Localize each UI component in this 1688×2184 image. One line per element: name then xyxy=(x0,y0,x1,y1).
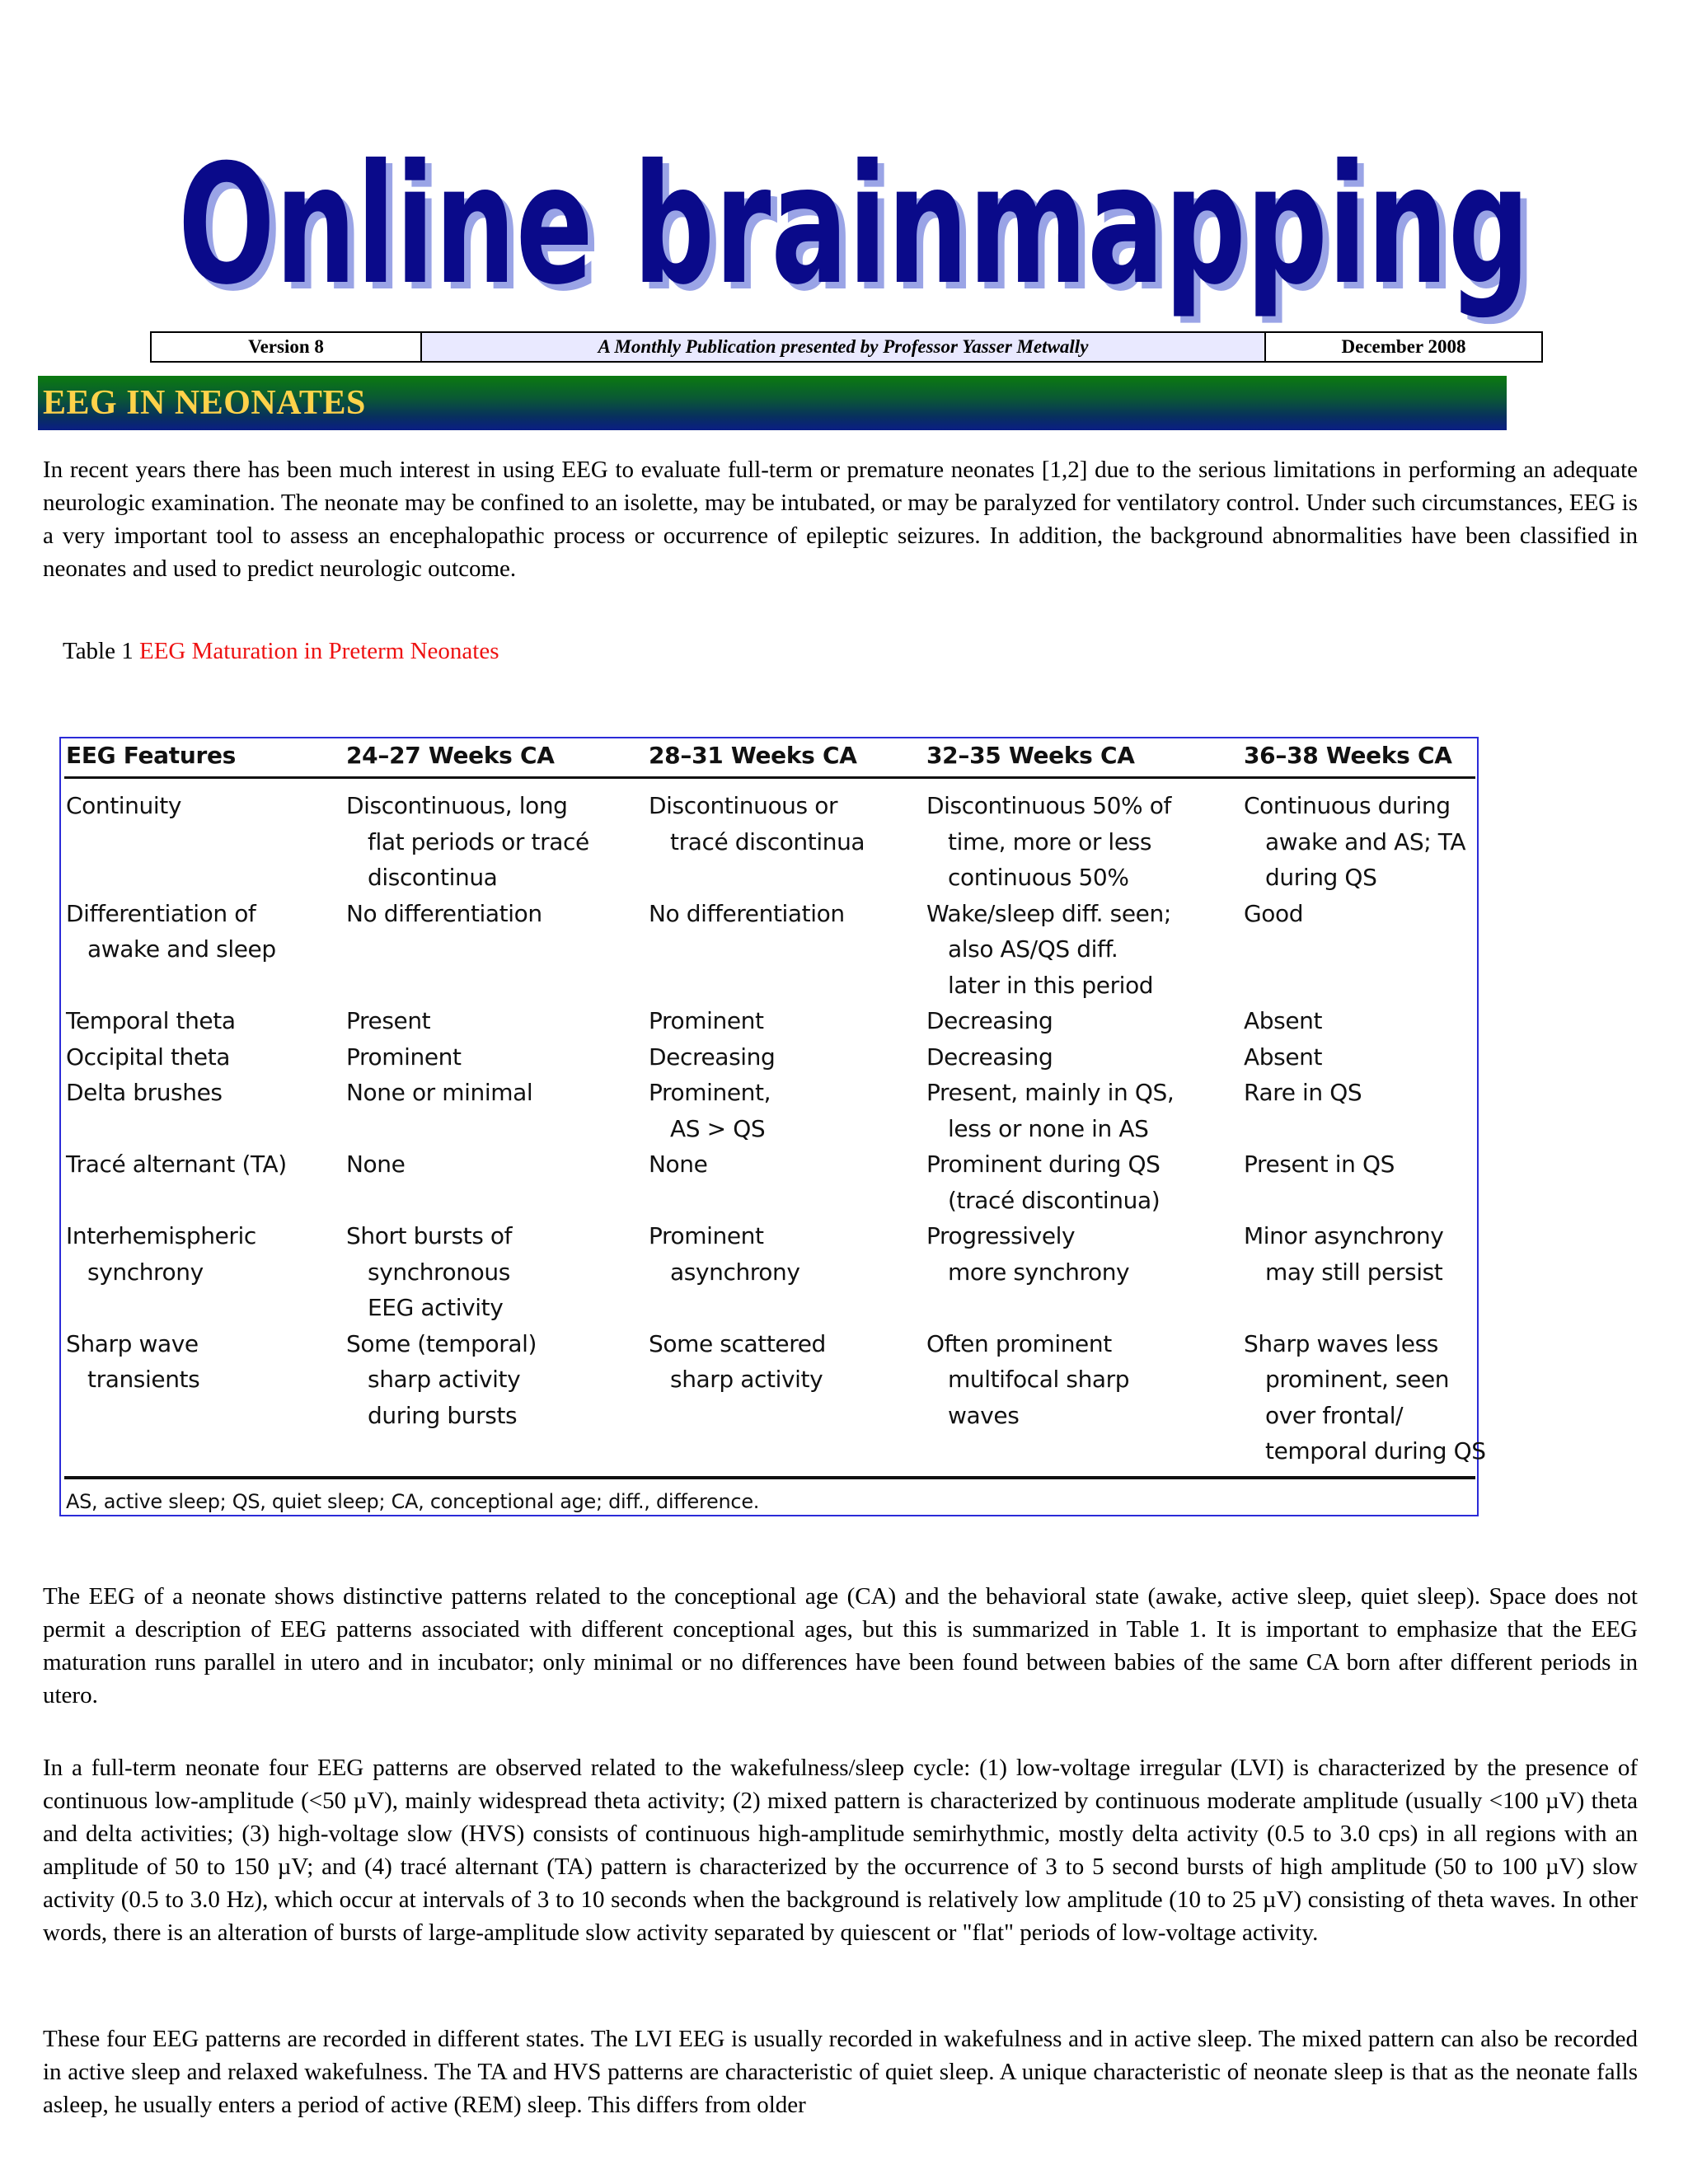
table-cell-line: Sharp waves less xyxy=(1244,1329,1438,1357)
table-cell xyxy=(926,1326,1129,1434)
table-feature-cell xyxy=(66,1326,199,1398)
table-row xyxy=(66,1326,1486,1469)
table-caption-title: EEG Maturation in Preterm Neonates xyxy=(139,638,499,664)
table-feature-cell xyxy=(66,788,181,824)
body-paragraph-2: The EEG of a neonate shows distinctive patterns related to the conceptional age (CA) and the behavioral state (awake, active sleep, quiet sleep). Space does not permit a description of EEG patterns associated with different conceptional ages, but this is summarized in Table 1. It is important to emphasize that the EEG maturation runs parallel in utero and in incubator; only minimal or no differences have been found between babies of the same CA born after different periods in utero. xyxy=(43,1583,1638,1708)
table-cell-line: sharp activity xyxy=(670,1366,823,1393)
table-cell-line: Continuous during xyxy=(1244,792,1451,819)
table-cell-line: Sharp wave xyxy=(66,1329,199,1357)
table-cell-line: transients xyxy=(87,1366,200,1393)
table-header-cell: 32–35 Weeks CA xyxy=(926,742,1135,769)
table-cell xyxy=(1244,1326,1486,1469)
table-feature-cell xyxy=(66,1146,287,1183)
table-cell-line: Prominent xyxy=(649,1007,764,1034)
table-cell xyxy=(346,1146,405,1183)
table-row xyxy=(66,896,1467,1004)
table-cell-line: AS > QS xyxy=(670,1114,766,1142)
table-cell xyxy=(346,1039,462,1076)
table-cell-line: Present xyxy=(346,1007,431,1034)
table-cell-line: Discontinuous, long xyxy=(346,792,568,819)
table-feature-cell xyxy=(66,1218,256,1290)
table-cell-line: Absent xyxy=(1244,1043,1323,1071)
body-paragraph-3: In a full-term neonate four EEG patterns are observed related to the wakefulness/sleep cycle: (1) low-voltage irregular (LVI) is characterized by the presence of continuous low-amplitude (<50 µV), mainly widespread theta activity; (2) mixed pattern is characterized by continuous moderate amplitude (usually <100 µV) theta and delta activities; (3) high-voltage slow (HVS) consists of continuous high-amplitude semirhythmic, mostly delta activity (0.5 to 3.0 cps) in all regions with an amplitude of 50 to 150 µV; and (4) tracé alternant (TA) pattern is characterized by the occurrence of 3 to 5 second bursts of high amplitude (50 to 100 µV) slow activity (0.5 to 3.0 Hz), which occur at intervals of 3 to 10 seconds when the background is relatively low amplitude (10 to 25 µV) consisting of theta waves. In other words, there is an alteration of bursts of large-amplitude slow activity separated by quiescent or "flat" periods of low-voltage activity. xyxy=(43,1755,1638,1946)
table-cell-line: No differentiation xyxy=(649,899,845,927)
table-feature-cell xyxy=(66,1075,223,1111)
table-cell xyxy=(649,1039,775,1076)
table-cell-line: synchronous xyxy=(368,1258,510,1286)
table-cell-line: more synchrony xyxy=(948,1258,1130,1286)
table-cell xyxy=(649,1326,826,1398)
table-cell xyxy=(1244,1003,1322,1039)
table-cell-line: time, more or less xyxy=(948,827,1152,855)
table-cell-line: Some scattered xyxy=(649,1329,826,1357)
table-cell-line: waves xyxy=(948,1401,1020,1429)
table-cell-line: EEG activity xyxy=(368,1294,504,1321)
table-cell xyxy=(346,788,589,896)
table-feature-cell xyxy=(66,1039,230,1076)
section-title: EEG IN NEONATES xyxy=(43,384,366,422)
table-cell-line: later in this period xyxy=(948,971,1154,999)
table-cell xyxy=(346,1218,512,1326)
table-cell-line: Delta brushes xyxy=(66,1079,223,1106)
table-cell xyxy=(1244,1218,1443,1290)
table-cell-line: awake and AS; TA xyxy=(1265,827,1466,855)
table-cell-line: over frontal/ xyxy=(1265,1401,1404,1429)
table-cell-line: Present in QS xyxy=(1244,1151,1395,1178)
table-footer-rule xyxy=(64,1476,1475,1479)
table-cell xyxy=(926,1075,1174,1146)
issue-date: December 2008 xyxy=(1266,333,1541,361)
table-cell xyxy=(1244,1146,1395,1183)
table-cell-line: (tracé discontinua) xyxy=(948,1186,1160,1214)
table-cell-line: Decreasing xyxy=(926,1007,1053,1034)
masthead-title: Online brainmapping xyxy=(178,129,1530,321)
table-row xyxy=(66,1039,1467,1076)
table-feature-cell xyxy=(66,1003,236,1039)
table-cell-line: Prominent, xyxy=(649,1079,771,1106)
table-cell-line: Prominent xyxy=(649,1222,764,1249)
table-cell xyxy=(926,1146,1160,1218)
table-cell-line: Temporal theta xyxy=(66,1007,236,1034)
table-cell-line: awake and sleep xyxy=(87,935,276,963)
table-cell-line: sharp activity xyxy=(368,1366,521,1393)
table-cell xyxy=(649,896,845,932)
table-cell-line: multifocal sharp xyxy=(948,1366,1130,1393)
table-cell-line: temporal during QS xyxy=(1265,1437,1486,1465)
table-cell-line: less or none in AS xyxy=(948,1114,1149,1142)
masthead-logo xyxy=(173,91,1541,330)
body-paragraph-4: These four EEG patterns are recorded in different states. The LVI EEG is usually recorded in wakefulness and in active sleep. The mixed pattern can also be recorded in active sleep and relaxed wakefulness. The TA and HVS patterns are characteristic of quiet sleep. A unique characteristic of neonate sleep is that as the neonate falls asleep, he usually enters a period of active (REM) sleep. This differs from older xyxy=(43,2026,1638,2118)
table-header-cell: 36–38 Weeks CA xyxy=(1244,742,1452,769)
table-cell xyxy=(346,1075,532,1111)
table-cell-line: Decreasing xyxy=(649,1043,776,1071)
table-row xyxy=(66,1003,1467,1039)
table-cell xyxy=(346,896,542,932)
publication-label: A Monthly Publication presented by Professor Yasser Metwally xyxy=(422,333,1266,361)
table-caption xyxy=(63,635,499,668)
table-cell-line: asynchrony xyxy=(670,1258,800,1286)
table-cell-line: may still persist xyxy=(1265,1258,1443,1286)
table-header-cell: 24–27 Weeks CA xyxy=(346,742,555,769)
table-cell-line: Often prominent xyxy=(926,1329,1112,1357)
table-cell-line: during bursts xyxy=(368,1401,518,1429)
table-cell-line: Prominent during QS xyxy=(926,1151,1160,1178)
table-cell-line: None xyxy=(649,1151,708,1178)
table-cell-line: Minor asynchrony xyxy=(1244,1222,1444,1249)
table-cell-line: Decreasing xyxy=(926,1043,1053,1071)
table-cell-line: tracé discontinua xyxy=(670,827,865,855)
table-cell xyxy=(926,1039,1053,1076)
table-cell-line: Short bursts of xyxy=(346,1222,513,1249)
table-cell-line: Progressively xyxy=(926,1222,1076,1249)
table-caption-prefix: Table 1 xyxy=(63,638,139,664)
table-cell-line: Absent xyxy=(1244,1007,1323,1034)
table-header-cell: EEG Features xyxy=(66,742,237,769)
table-cell-line: also AS/QS diff. xyxy=(948,935,1118,963)
table-cell xyxy=(649,1075,771,1146)
table-row xyxy=(66,1075,1467,1146)
table-cell-line: prominent, seen xyxy=(1265,1366,1450,1393)
table-header-cell: 28–31 Weeks CA xyxy=(649,742,857,769)
version-label: Version 8 xyxy=(152,333,422,361)
table-cell-line: Present, mainly in QS, xyxy=(926,1079,1175,1106)
table-cell xyxy=(1244,788,1465,896)
section-banner xyxy=(38,376,1507,430)
table-cell xyxy=(649,1003,764,1039)
publication-info-bar xyxy=(150,331,1543,363)
table-cell-line: Some (temporal) xyxy=(346,1329,537,1357)
table-cell-line: during QS xyxy=(1265,864,1377,891)
table-cell-line: Wake/sleep diff. seen; xyxy=(926,899,1171,927)
table-cell-line: None or minimal xyxy=(346,1079,533,1106)
table-cell xyxy=(1244,1075,1362,1111)
table-header-row xyxy=(66,742,1467,775)
table-cell-line: Continuity xyxy=(66,792,182,819)
eeg-maturation-table xyxy=(59,737,1486,1516)
table-header-rule xyxy=(64,776,1475,779)
table-row xyxy=(66,1146,1467,1218)
table-cell xyxy=(1244,896,1303,932)
table-cell-line: No differentiation xyxy=(346,899,542,927)
table-cell-line: flat periods or tracé xyxy=(368,827,589,855)
intro-paragraph: In recent years there has been much interest in using EEG to evaluate full-term or premature neonates [1,2] due to the serious limitations in performing an adequate neurologic examination. The neonate may be confined to an isolette, may be intubated, or may be paralyzed for ventilatory control. Under such circumstances, EEG is a very important tool to assess an encephalopathic process or occurrence of epileptic seizures. In addition, the background abnormalities have been classified in neonates and used to predict neurologic outcome. xyxy=(43,457,1638,582)
table-footnote: AS, active sleep; QS, quiet sleep; CA, conceptional age; diff., difference. xyxy=(66,1490,760,1513)
table-cell xyxy=(649,788,865,860)
table-cell xyxy=(926,1218,1129,1290)
table-cell xyxy=(346,1326,537,1434)
table-cell xyxy=(926,1003,1053,1039)
masthead-shadow: Online brainmapping xyxy=(185,136,1536,328)
table-feature-cell xyxy=(66,896,276,968)
table-cell-line: continuous 50% xyxy=(948,864,1129,891)
table-cell xyxy=(649,1146,707,1183)
table-cell xyxy=(926,896,1171,1004)
table-cell-line: Tracé alternant (TA) xyxy=(66,1151,287,1178)
table-cell-line: None xyxy=(346,1151,406,1178)
table-cell-line: discontinua xyxy=(368,864,498,891)
table-cell-line: Discontinuous 50% of xyxy=(926,792,1171,819)
table-cell-line: Good xyxy=(1244,899,1304,927)
table-cell-line: Differentiation of xyxy=(66,899,256,927)
table-cell-line: Occipital theta xyxy=(66,1043,231,1071)
table-row xyxy=(66,1218,1467,1326)
table-cell-line: Discontinuous or xyxy=(649,792,838,819)
table-cell-line: Prominent xyxy=(346,1043,462,1071)
table-cell xyxy=(649,1218,800,1290)
table-cell-line: synchrony xyxy=(87,1258,204,1286)
table-cell-line: Interhemispheric xyxy=(66,1222,256,1249)
table-cell xyxy=(1244,1039,1322,1076)
table-cell xyxy=(926,788,1171,896)
table-cell xyxy=(346,1003,430,1039)
table-cell-line: Rare in QS xyxy=(1244,1079,1362,1106)
table-row xyxy=(66,788,1467,896)
